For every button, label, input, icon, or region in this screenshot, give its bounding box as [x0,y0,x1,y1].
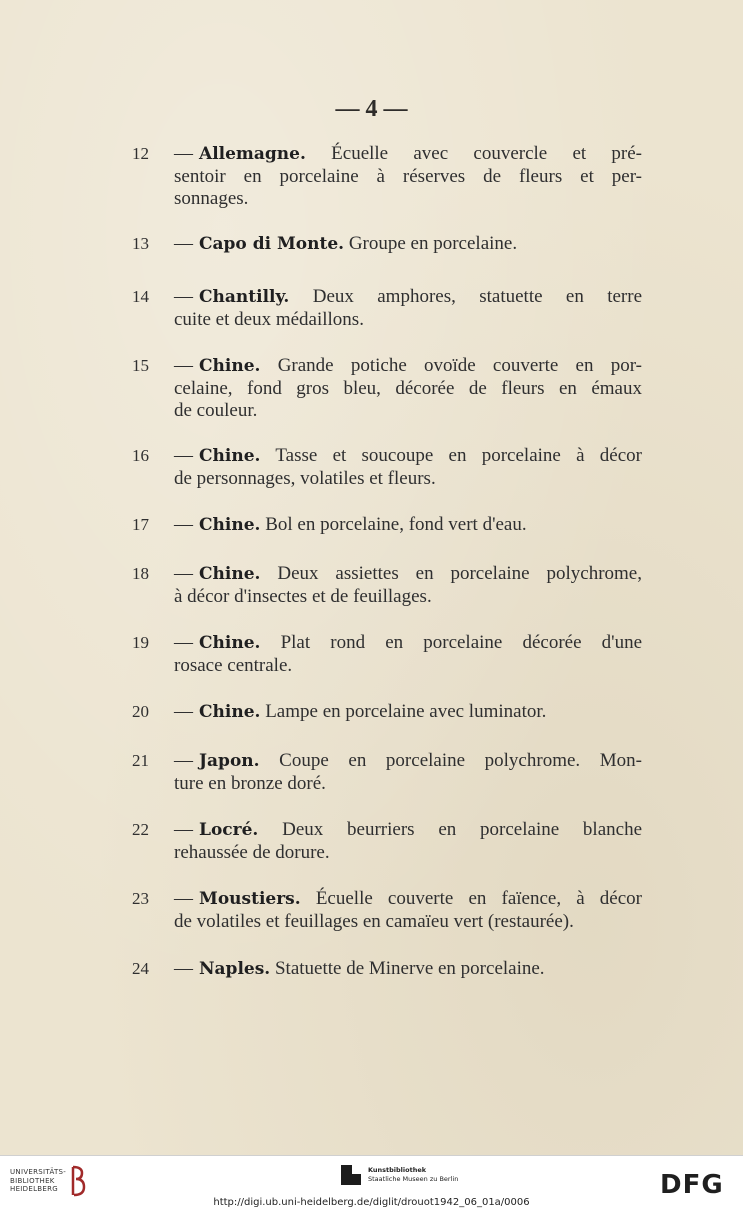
footer-bar [0,1155,743,1210]
lot-text-line [174,842,642,865]
lot-text: rehaussée de dorure. [174,841,330,863]
lot-origin: Allemagne. [199,144,306,164]
lot-dash: — [174,888,193,909]
lot-text-line [174,355,642,378]
lot-description [174,563,642,608]
lot-description [174,233,642,256]
lot-dash: — [174,143,193,164]
lot-text-line [174,143,642,166]
lot-origin: Moustiers. [199,889,301,909]
lot-number: 21 [132,751,149,770]
lot-number: 12 [132,144,149,163]
lot-dash: — [174,750,193,771]
lot-origin: Chine. [199,564,261,584]
lot-text-line [174,819,642,842]
lot-dash: — [174,445,193,466]
lot-description [174,445,642,490]
lot-text-line [174,563,642,586]
lot-text-line [174,514,642,537]
lot-origin: Chine. [199,702,261,722]
lot-entry [132,819,642,864]
lot-entry [132,563,642,608]
lot-origin: Capo di Monte. [199,234,345,254]
lot-text: Statuette de Minerve en porcelaine. [274,958,545,979]
lot-text-line [174,655,642,678]
lot-origin: Naples. [199,959,271,979]
lot-entry [132,750,642,795]
lot-origin: Chine. [199,356,261,376]
lot-text: Deux beurriers en porcelaine blanche [282,819,643,840]
source-url[interactable]: http://digi.ub.uni-heidelberg.de/diglit/drouot1942_06_01a/0006 [213,1197,530,1208]
lot-origin: Chine. [199,446,261,466]
lot-origin: Locré. [199,820,259,840]
lot-dash: — [174,819,193,840]
lot-text-line [174,888,642,911]
lot-text: Lampe en porcelaine avec luminator. [265,701,547,722]
lot-dash: — [174,701,193,722]
lot-text-line [174,750,642,773]
lot-entry [132,143,642,211]
lot-entry [132,286,642,331]
lot-description [174,888,642,933]
lot-dash: — [174,286,193,307]
university-line-3: HEIDELBERG [10,1185,58,1193]
lot-dash: — [174,563,193,584]
lot-origin: Chantilly. [199,287,290,307]
lot-origin: Japon. [199,751,260,771]
lot-origin: Chine. [199,515,261,535]
lot-number: 22 [132,820,149,839]
lot-text-line [174,400,642,423]
lot-text-line [174,378,642,401]
lot-description [174,701,642,724]
lot-dash: — [174,355,193,376]
lot-text: Groupe en porcelaine. [348,233,518,254]
page-number: — 4 — [335,96,408,122]
lot-number: 15 [132,356,149,375]
lot-text-line [174,911,642,934]
lot-text-line [174,445,642,468]
lot-text: Plat rond en porcelaine décorée d'une [280,632,643,653]
lot-number: 17 [132,515,149,534]
lot-entry [132,888,642,933]
university-line-2: BIBLIOTHEK [10,1176,55,1185]
lot-text-line [174,309,642,332]
lot-text: de personnages, volatiles et fleurs. [174,467,436,489]
staatliche-museen-label: Staatliche Museen zu Berlin [368,1175,459,1183]
heidelberg-logo-icon[interactable] [70,1165,90,1197]
lot-text: Écuelle avec couvercle et pré- [331,143,643,164]
lot-text: rosace centrale. [174,654,293,676]
lot-description [174,514,642,537]
lot-entry [132,958,642,981]
lot-description [174,286,642,331]
lot-text-line [174,773,642,796]
lot-dash: — [174,958,193,979]
lot-dash: — [174,514,193,535]
kunstbibliothek-title: Kunstbibliothek [368,1166,427,1174]
lot-text: cuite et deux médaillons. [174,308,364,330]
lot-number: 23 [132,889,149,908]
university-name [10,1168,70,1194]
lot-description [174,143,642,211]
lot-text: sentoir en porcelaine à réserves de fleurs et per- [174,165,642,187]
lot-text: celaine, fond gros bleu, décorée de fleurs en émaux [174,377,642,399]
lot-entry [132,632,642,677]
lot-text-line [174,701,642,724]
lot-entry [132,233,642,256]
lot-description [174,750,642,795]
lot-text: Deux assiettes en porcelaine polychrome, [277,563,642,584]
lot-entry [132,514,642,537]
lot-text-line [174,958,642,981]
lot-description [174,632,642,677]
lot-text-line [174,468,642,491]
lot-dash: — [174,233,193,254]
lot-dash: — [174,632,193,653]
kunstbibliothek-label [368,1166,458,1184]
lot-text: de volatiles et feuillages en camaïeu vert (restaurée). [174,910,574,932]
lot-number: 18 [132,564,149,583]
lot-description [174,958,642,981]
lot-number: 19 [132,633,149,652]
lot-number: 13 [132,234,149,253]
university-line-1: UNIVERSITÄTS- [10,1168,67,1176]
lot-text: à décor d'insectes et de feuillages. [174,585,432,607]
lot-text: Bol en porcelaine, fond vert d'eau. [265,514,527,535]
lot-description [174,819,642,864]
lot-text-line [174,632,642,655]
lot-text: Écuelle couverte en faïence, à décor [315,888,642,909]
kunstbibliothek-logo-icon[interactable] [341,1165,361,1185]
lot-entry [132,701,642,724]
lot-number: 16 [132,446,149,465]
lot-text-line [174,233,642,256]
lot-description [174,355,642,423]
lot-text-line [174,286,642,309]
lot-text: Grande potiche ovoïde couverte en por- [277,355,642,376]
lot-text: Deux amphores, statuette en terre [312,286,643,307]
lot-text-line [174,166,642,189]
lot-text: Coupe en porcelaine polychrome. Mon- [279,750,642,771]
lot-text: Tasse et soucoupe en porcelaine à décor [275,445,642,466]
dfg-logo[interactable]: DFG [660,1170,724,1200]
lot-text: sonnages. [174,188,249,209]
lot-text-line [174,188,642,211]
lot-text: de couleur. [174,400,258,421]
lot-entry [132,445,642,490]
lot-number: 14 [132,287,149,306]
lot-origin: Chine. [199,633,261,653]
lot-number: 20 [132,702,149,721]
lot-text-line [174,586,642,609]
lot-text: ture en bronze doré. [174,772,326,794]
lot-entry [132,355,642,423]
lot-number: 24 [132,959,149,978]
